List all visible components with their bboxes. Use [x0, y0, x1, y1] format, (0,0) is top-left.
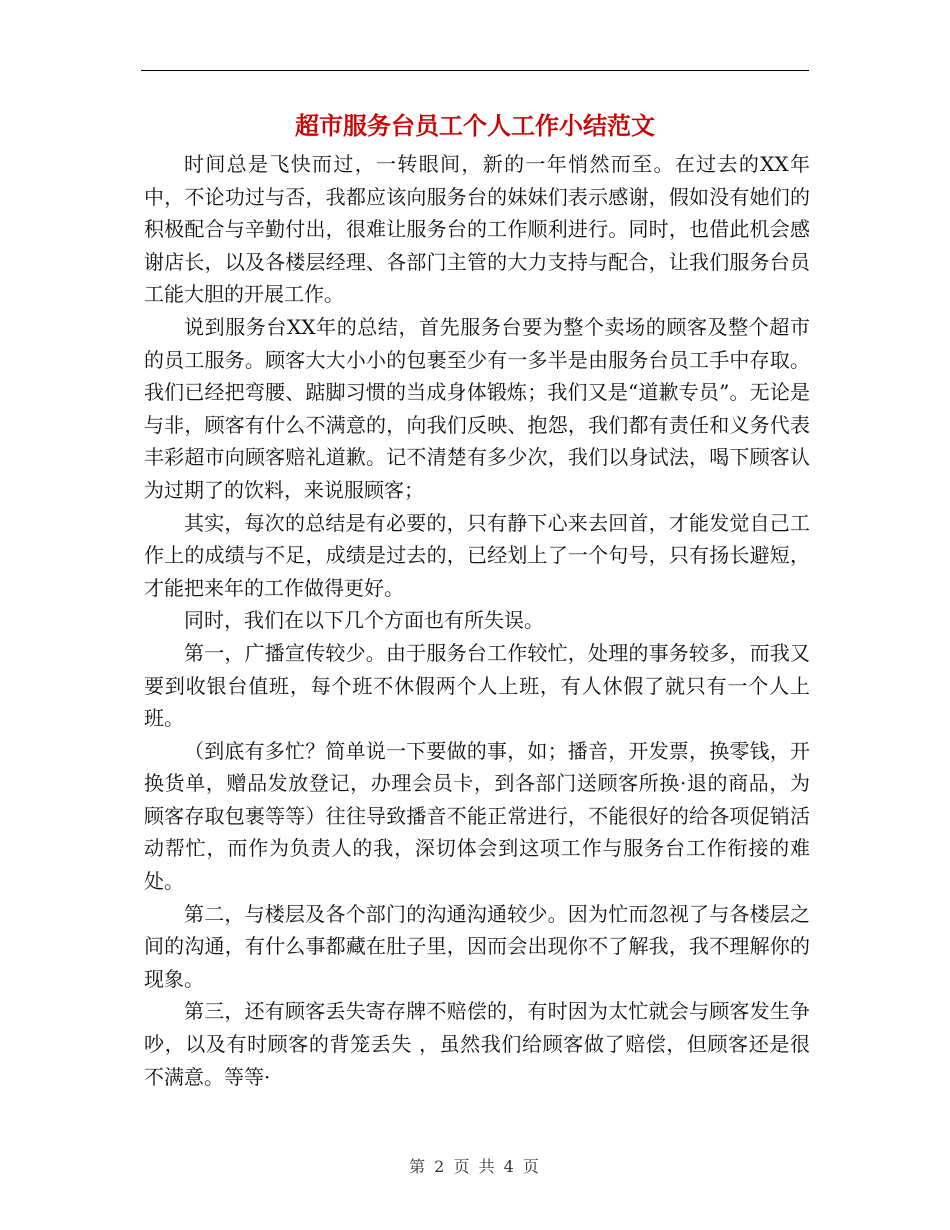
paragraph-4: 同时，我们在以下几个方面也有所失误。 [184, 608, 544, 633]
paragraph-5: 第一，广播宣传较少。由于服务台工作较忙，处理的事务较多，而我又要到收银台值班，每个班不休假两个人上班，有人休假了就只有一个人上班。 [144, 640, 810, 731]
header-rule [141, 70, 809, 71]
paragraph-2: 说到服务台XX年的总结，首先服务台要为整个卖场的顾客及整个超市的员工服务。顾客大大小小的包裹至少有一多半是由服务台员工手中存取。我们已经把弯腰、踮脚习惯的当成身体锻炼；我们又是“道歉专员”。无论是与非，顾客有什么不满意的，向我们反映、抱怨，我们都有责任和义务代表丰彩超市向顾客赔礼道歉。记不清楚有多少次，我们以身试法，喝下顾客认为过期了的饮料，来说服顾客； [144, 314, 810, 502]
paragraph-8: 第三，还有顾客丢失寄存牌不赔偿的，有时因为太忙就会与顾客发生争吵，以及有时顾客的背笼丢失 ，虽然我们给顾客做了赔偿，但顾客还是很不满意。等等· [144, 999, 810, 1089]
paragraph-7: 第二，与楼层及各个部门的沟通沟通较少。因为忙而忽视了与各楼层之间的沟通，有什么事都藏在肚子里，因而会出现你不了解我，我不理解你的现象。 [144, 901, 810, 991]
document-body [144, 148, 810, 1093]
paragraph-3: 其实，每次的总结是有必要的，只有静下心来去回首，才能发觉自己工作上的成绩与不足，成绩是过去的，已经划上了一个句号，只有扬长避短，才能把来年的工作做得更好。 [144, 510, 810, 600]
page-footer: 第 2 页 共 4 页 [409, 1157, 541, 1176]
paragraph-1: 时间总是飞快而过，一转眼间，新的一年悄然而至。在过去的XX年中，不论功过与否，我都应该向服务台的妹妹们表示感谢，假如没有她们的积极配合与辛勤付出，很难让服务台的工作顺利进行。同时，也借此机会感谢店长，以及各楼层经理、各部门主管的大力支持与配合，让我们服务台员工能大胆的开展工作。 [144, 152, 810, 307]
paragraph-6: （到底有多忙？简单说一下要做的事，如；播音，开发票，换零钱，开换货单，赠品发放登记，办理会员卡，到各部门送顾客所换·退的商品，为顾客存取包裹等等）往往导致播音不能正常进行，不能很好的给各项促销活动帮忙，而作为负责人的我，深切体会到这项工作与服务台工作衔接的难处。 [144, 738, 810, 894]
document-title: 超市服务台员工个人工作小结范文 [295, 111, 655, 140]
